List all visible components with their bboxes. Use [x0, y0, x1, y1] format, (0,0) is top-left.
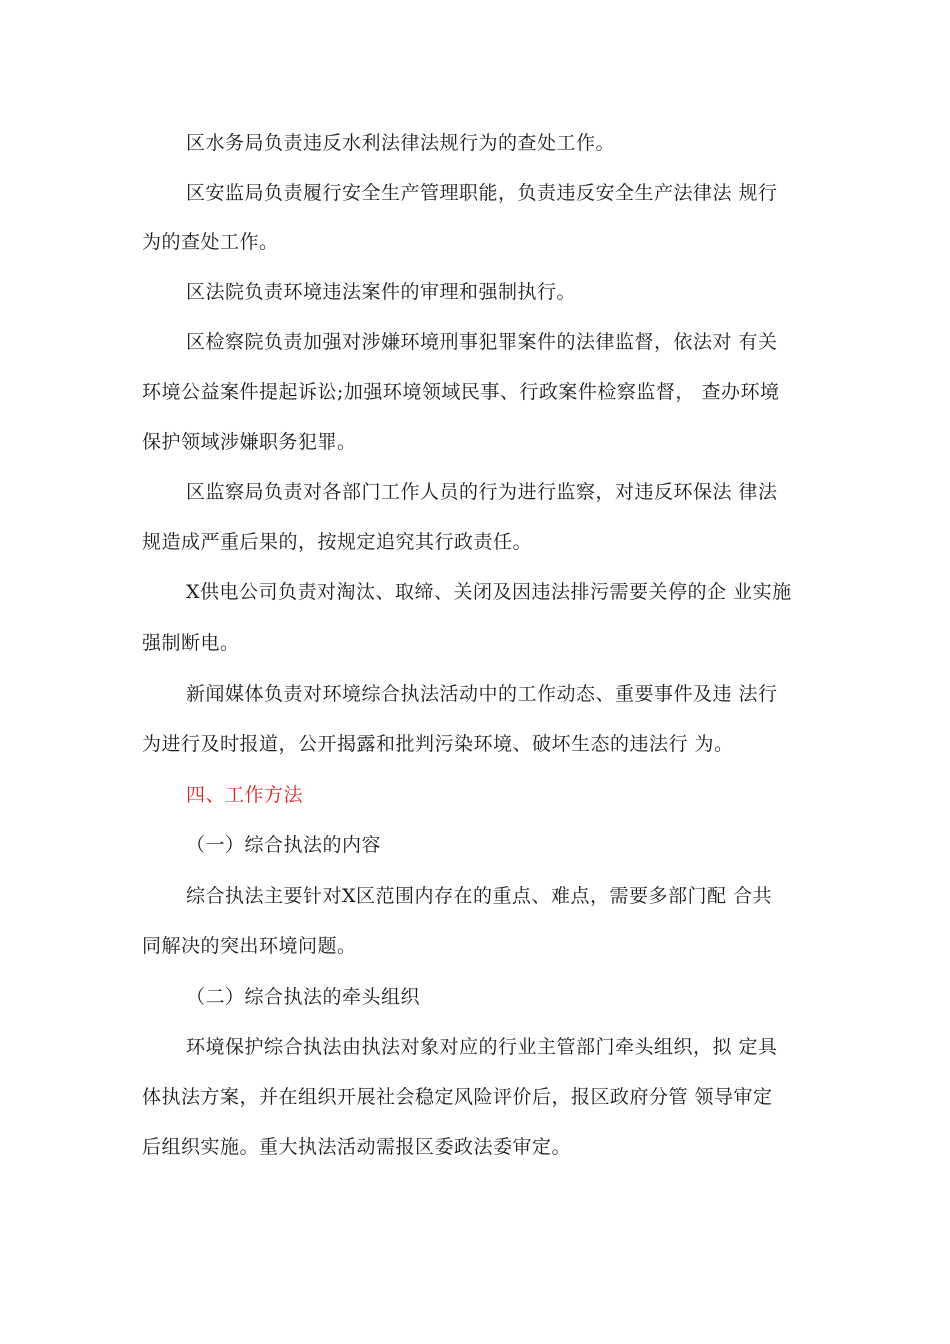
subsection-heading: （二）综合执法的牵头组织	[186, 986, 421, 1008]
paragraph-line: 后组织实施。重大执法活动需报区委政法委审定。	[142, 1136, 572, 1158]
paragraph-line: 为进行及时报道，公开揭露和批判污染环境、破坏生态的违法行 为。	[142, 733, 734, 755]
paragraph-line: 综合执法主要针对X区范围内存在的重点、难点，需要多部门配 合共	[186, 885, 773, 907]
paragraph-line: 区安监局负责履行安全生产管理职能，负责违反安全生产法律法 规行	[186, 182, 778, 204]
paragraph-line: 规造成严重后果的，按规定追究其行政责任。	[142, 531, 533, 553]
paragraph-line: 区检察院负责加强对涉嫌环境刑事犯罪案件的法律监督，依法对 有关	[186, 331, 778, 353]
paragraph-line: 为的查处工作。	[142, 231, 279, 253]
paragraph-line: 同解决的突出环境问题。	[142, 935, 357, 957]
paragraph-line: 体执法方案，并在组织开展社会稳定风险评价后，报区政府分管 领导审定	[142, 1086, 773, 1108]
subsection-heading: （一）综合执法的内容	[186, 834, 382, 856]
paragraph-line: 区监察局负责对各部门工作人员的行为进行监察，对违反环保法 律法	[186, 481, 778, 503]
paragraph-line: 新闻媒体负责对环境综合执法活动中的工作动态、重要事件及违 法行	[186, 683, 778, 705]
paragraph-line: 强制断电。	[142, 632, 240, 654]
paragraph-line: 保护领域涉嫌职务犯罪。	[142, 431, 357, 453]
section-heading: 四、工作方法	[186, 784, 304, 806]
paragraph-line: 区水务局负责违反水利法律法规行为的查处工作。	[186, 132, 616, 154]
paragraph-line: 环境公益案件提起诉讼;加强环境领域民事、行政案件检察监督， 查办环境	[142, 381, 780, 403]
paragraph-line: 环境保护综合执法由执法对象对应的行业主管部门牵头组织，拟 定具	[186, 1036, 778, 1058]
paragraph-line: 区法院负责环境违法案件的审理和强制执行。	[186, 281, 577, 303]
paragraph-line: X供电公司负责对淘汰、取缔、关闭及因违法排污需要关停的企 业实施	[186, 581, 792, 603]
